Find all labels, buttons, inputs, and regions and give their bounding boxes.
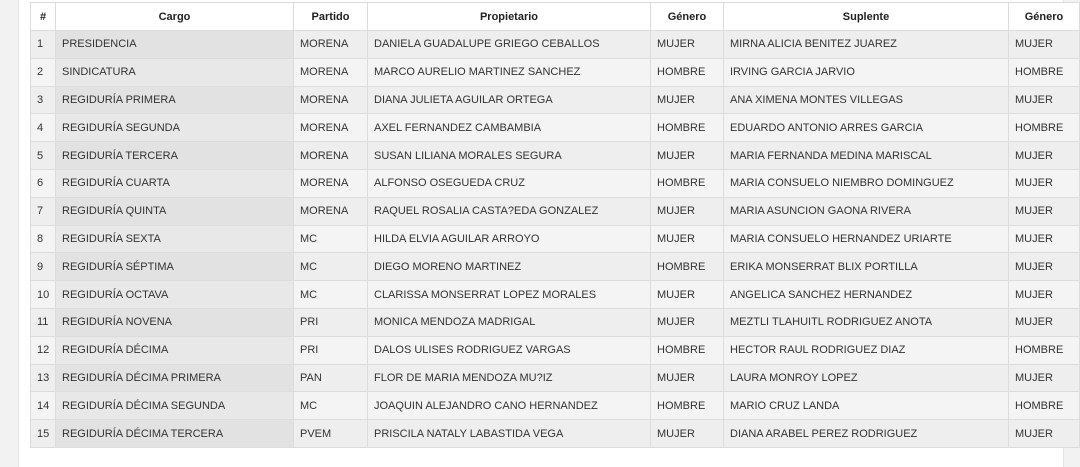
row-number: 5 bbox=[31, 142, 56, 170]
candidates-table bbox=[30, 2, 1080, 448]
table-row bbox=[31, 31, 1080, 59]
cell-cargo: SINDICATURA bbox=[56, 58, 294, 86]
table-header-row bbox=[31, 3, 1080, 31]
cell-genero-suplente: MUJER bbox=[1009, 142, 1080, 170]
cell-cargo: REGIDURÍA QUINTA bbox=[56, 197, 294, 225]
cell-propietario: JOAQUIN ALEJANDRO CANO HERNANDEZ bbox=[368, 392, 651, 420]
cell-genero-propietario: HOMBRE bbox=[651, 169, 724, 197]
row-number: 6 bbox=[31, 169, 56, 197]
cell-partido: PVEM bbox=[294, 420, 368, 448]
column-header-number[interactable]: # bbox=[31, 3, 56, 31]
cell-genero-propietario: MUJER bbox=[651, 308, 724, 336]
cell-genero-propietario: HOMBRE bbox=[651, 253, 724, 281]
cell-genero-suplente: MUJER bbox=[1009, 225, 1080, 253]
cell-propietario: FLOR DE MARIA MENDOZA MU?IZ bbox=[368, 364, 651, 392]
cell-partido: PRI bbox=[294, 336, 368, 364]
cell-genero-suplente: MUJER bbox=[1009, 308, 1080, 336]
cell-cargo: REGIDURÍA OCTAVA bbox=[56, 281, 294, 309]
cell-partido: MORENA bbox=[294, 86, 368, 114]
cell-genero-suplente: MUJER bbox=[1009, 169, 1080, 197]
cell-genero-propietario: MUJER bbox=[651, 197, 724, 225]
cell-partido: PAN bbox=[294, 364, 368, 392]
row-number: 11 bbox=[31, 308, 56, 336]
table-row bbox=[31, 86, 1080, 114]
cell-genero-suplente: MUJER bbox=[1009, 281, 1080, 309]
cell-suplente: DIANA ARABEL PEREZ RODRIGUEZ bbox=[724, 420, 1009, 448]
row-number: 9 bbox=[31, 253, 56, 281]
cell-cargo: REGIDURÍA DÉCIMA PRIMERA bbox=[56, 364, 294, 392]
cell-suplente: ANGELICA SANCHEZ HERNANDEZ bbox=[724, 281, 1009, 309]
cell-cargo: REGIDURÍA DÉCIMA bbox=[56, 336, 294, 364]
cell-genero-propietario: MUJER bbox=[651, 86, 724, 114]
table-row bbox=[31, 336, 1080, 364]
row-number: 10 bbox=[31, 281, 56, 309]
table-row bbox=[31, 225, 1080, 253]
cell-cargo: REGIDURÍA DÉCIMA SEGUNDA bbox=[56, 392, 294, 420]
cell-cargo: REGIDURÍA DÉCIMA TERCERA bbox=[56, 420, 294, 448]
cell-partido: MORENA bbox=[294, 31, 368, 59]
cell-genero-suplente: MUJER bbox=[1009, 31, 1080, 59]
cell-genero-propietario: MUJER bbox=[651, 31, 724, 59]
cell-partido: MC bbox=[294, 225, 368, 253]
table-row bbox=[31, 197, 1080, 225]
cell-suplente: ERIKA MONSERRAT BLIX PORTILLA bbox=[724, 253, 1009, 281]
column-header-cargo[interactable]: Cargo bbox=[56, 3, 294, 31]
row-number: 12 bbox=[31, 336, 56, 364]
cell-partido: MC bbox=[294, 281, 368, 309]
cell-cargo: REGIDURÍA CUARTA bbox=[56, 169, 294, 197]
row-number: 1 bbox=[31, 31, 56, 59]
cell-genero-propietario: MUJER bbox=[651, 420, 724, 448]
table-row bbox=[31, 253, 1080, 281]
cell-genero-suplente: MUJER bbox=[1009, 197, 1080, 225]
cell-cargo: REGIDURÍA TERCERA bbox=[56, 142, 294, 170]
cell-suplente: MARIO CRUZ LANDA bbox=[724, 392, 1009, 420]
row-number: 4 bbox=[31, 114, 56, 142]
row-number: 15 bbox=[31, 420, 56, 448]
cell-propietario: ALFONSO OSEGUEDA CRUZ bbox=[368, 169, 651, 197]
cell-propietario: DIANA JULIETA AGUILAR ORTEGA bbox=[368, 86, 651, 114]
cell-propietario: HILDA ELVIA AGUILAR ARROYO bbox=[368, 225, 651, 253]
cell-partido: PRI bbox=[294, 308, 368, 336]
cell-propietario: MONICA MENDOZA MADRIGAL bbox=[368, 308, 651, 336]
cell-partido: MORENA bbox=[294, 114, 368, 142]
cell-genero-suplente: HOMBRE bbox=[1009, 58, 1080, 86]
table-row bbox=[31, 142, 1080, 170]
cell-propietario: PRISCILA NATALY LABASTIDA VEGA bbox=[368, 420, 651, 448]
cell-suplente: MARIA CONSUELO HERNANDEZ URIARTE bbox=[724, 225, 1009, 253]
table-row bbox=[31, 308, 1080, 336]
cell-propietario: MARCO AURELIO MARTINEZ SANCHEZ bbox=[368, 58, 651, 86]
cell-genero-propietario: MUJER bbox=[651, 364, 724, 392]
cell-genero-suplente: HOMBRE bbox=[1009, 336, 1080, 364]
cell-genero-propietario: HOMBRE bbox=[651, 58, 724, 86]
cell-partido: MC bbox=[294, 392, 368, 420]
cell-propietario: SUSAN LILIANA MORALES SEGURA bbox=[368, 142, 651, 170]
cell-genero-propietario: MUJER bbox=[651, 225, 724, 253]
cell-propietario: CLARISSA MONSERRAT LOPEZ MORALES bbox=[368, 281, 651, 309]
cell-propietario: DALOS ULISES RODRIGUEZ VARGAS bbox=[368, 336, 651, 364]
cell-cargo: REGIDURÍA SEXTA bbox=[56, 225, 294, 253]
cell-genero-propietario: MUJER bbox=[651, 142, 724, 170]
cell-suplente: MIRNA ALICIA BENITEZ JUAREZ bbox=[724, 31, 1009, 59]
row-number: 2 bbox=[31, 58, 56, 86]
cell-suplente: MARIA ASUNCION GAONA RIVERA bbox=[724, 197, 1009, 225]
cell-cargo: REGIDURÍA SEGUNDA bbox=[56, 114, 294, 142]
cell-propietario: RAQUEL ROSALIA CASTA?EDA GONZALEZ bbox=[368, 197, 651, 225]
cell-cargo: REGIDURÍA SÉPTIMA bbox=[56, 253, 294, 281]
row-number: 3 bbox=[31, 86, 56, 114]
table-row bbox=[31, 420, 1080, 448]
cell-suplente: MARIA CONSUELO NIEMBRO DOMINGUEZ bbox=[724, 169, 1009, 197]
cell-genero-propietario: HOMBRE bbox=[651, 114, 724, 142]
cell-cargo: REGIDURÍA NOVENA bbox=[56, 308, 294, 336]
cell-suplente: MEZTLI TLAHUITL RODRIGUEZ ANOTA bbox=[724, 308, 1009, 336]
cell-propietario: DIEGO MORENO MARTINEZ bbox=[368, 253, 651, 281]
cell-genero-propietario: MUJER bbox=[651, 281, 724, 309]
column-header-propietario[interactable]: Propietario bbox=[368, 3, 651, 31]
content-panel bbox=[18, 0, 1064, 467]
cell-cargo: REGIDURÍA PRIMERA bbox=[56, 86, 294, 114]
row-number: 14 bbox=[31, 392, 56, 420]
cell-genero-suplente: MUJER bbox=[1009, 253, 1080, 281]
column-header-genero-propietario[interactable]: Género bbox=[651, 3, 724, 31]
cell-partido: MC bbox=[294, 253, 368, 281]
table-row bbox=[31, 364, 1080, 392]
table-row bbox=[31, 392, 1080, 420]
cell-cargo: PRESIDENCIA bbox=[56, 31, 294, 59]
column-header-suplente[interactable]: Suplente bbox=[724, 3, 1009, 31]
cell-suplente: IRVING GARCIA JARVIO bbox=[724, 58, 1009, 86]
cell-genero-suplente: MUJER bbox=[1009, 364, 1080, 392]
cell-partido: MORENA bbox=[294, 197, 368, 225]
cell-partido: MORENA bbox=[294, 142, 368, 170]
row-number: 7 bbox=[31, 197, 56, 225]
cell-suplente: ANA XIMENA MONTES VILLEGAS bbox=[724, 86, 1009, 114]
cell-propietario: AXEL FERNANDEZ CAMBAMBIA bbox=[368, 114, 651, 142]
table-row bbox=[31, 281, 1080, 309]
cell-genero-propietario: HOMBRE bbox=[651, 392, 724, 420]
row-number: 13 bbox=[31, 364, 56, 392]
cell-genero-suplente: MUJER bbox=[1009, 86, 1080, 114]
cell-genero-suplente: MUJER bbox=[1009, 420, 1080, 448]
cell-suplente: HECTOR RAUL RODRIGUEZ DIAZ bbox=[724, 336, 1009, 364]
column-header-partido[interactable]: Partido bbox=[294, 3, 368, 31]
cell-partido: MORENA bbox=[294, 58, 368, 86]
table-row bbox=[31, 169, 1080, 197]
cell-suplente: LAURA MONROY LOPEZ bbox=[724, 364, 1009, 392]
cell-genero-suplente: HOMBRE bbox=[1009, 392, 1080, 420]
row-number: 8 bbox=[31, 225, 56, 253]
cell-genero-propietario: HOMBRE bbox=[651, 336, 724, 364]
cell-suplente: EDUARDO ANTONIO ARRES GARCIA bbox=[724, 114, 1009, 142]
cell-genero-suplente: HOMBRE bbox=[1009, 114, 1080, 142]
cell-suplente: MARIA FERNANDA MEDINA MARISCAL bbox=[724, 142, 1009, 170]
cell-propietario: DANIELA GUADALUPE GRIEGO CEBALLOS bbox=[368, 31, 651, 59]
column-header-genero-suplente[interactable]: Género bbox=[1009, 3, 1080, 31]
cell-partido: MORENA bbox=[294, 169, 368, 197]
table-row bbox=[31, 114, 1080, 142]
table-row bbox=[31, 58, 1080, 86]
